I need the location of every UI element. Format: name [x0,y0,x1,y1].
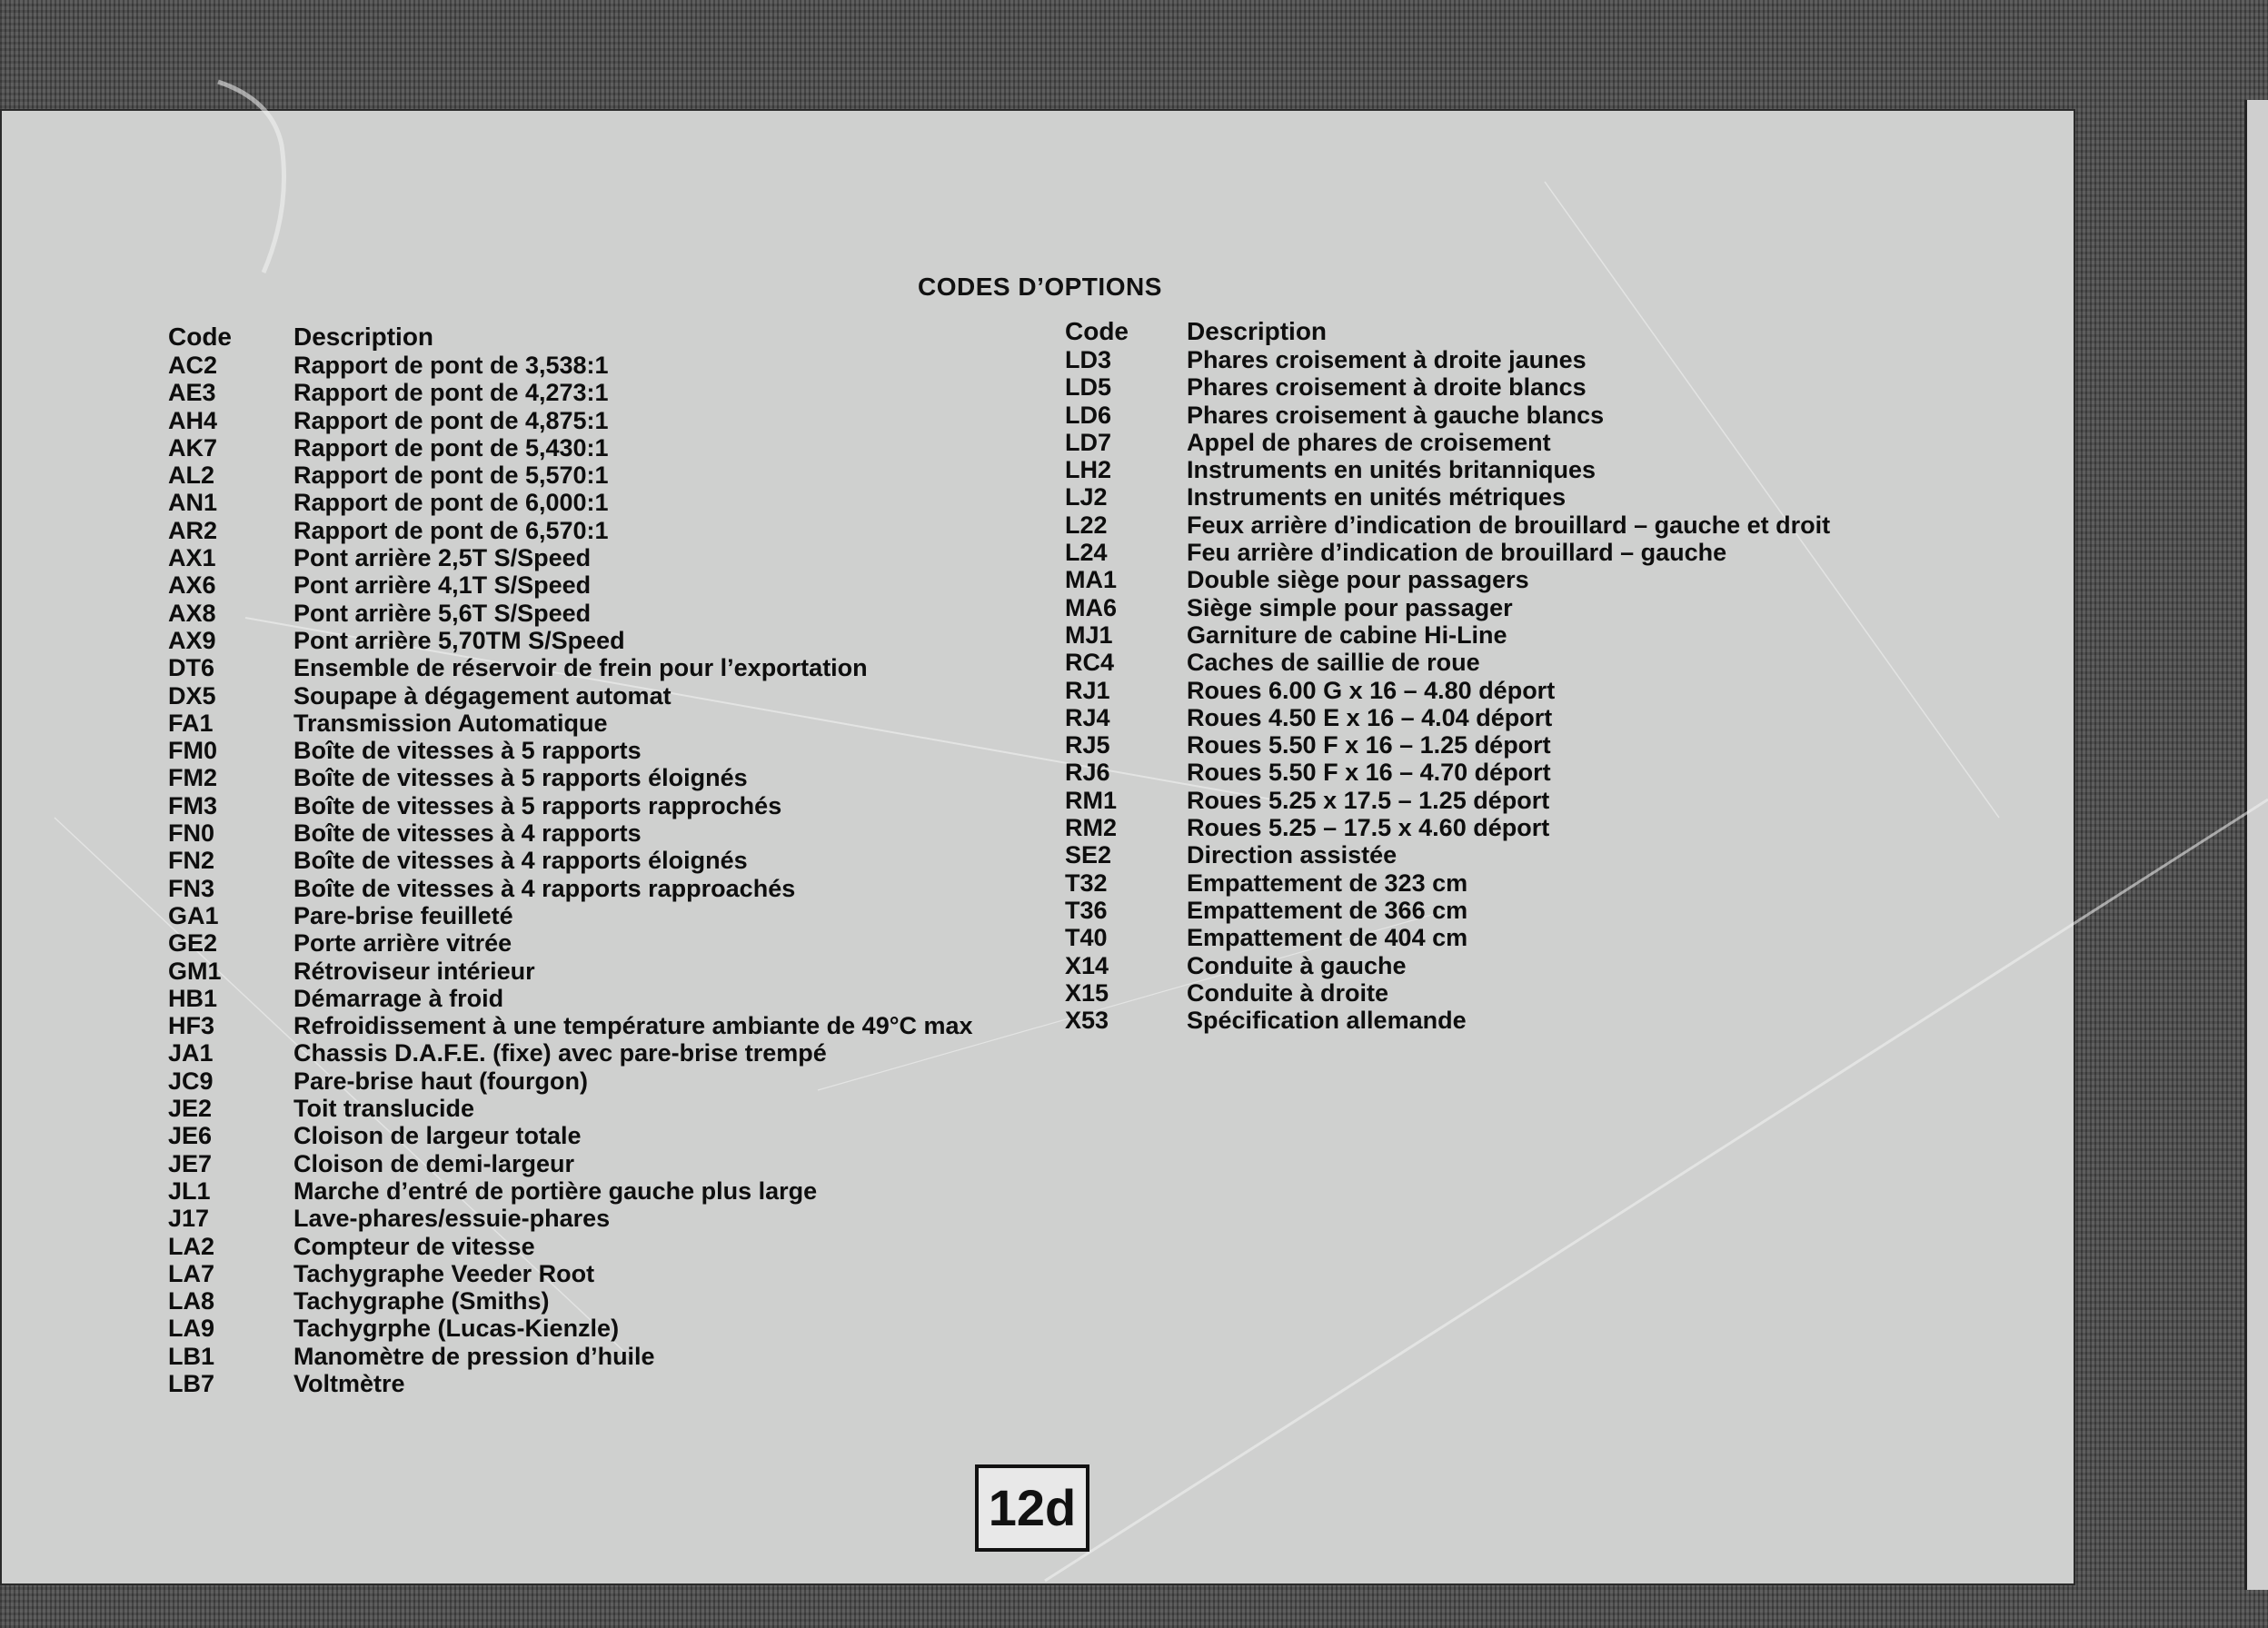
option-description: Roues 5.25 x 17.5 – 1.25 déport [1187,786,1550,814]
option-description: Appel de phares de croisement [1187,428,1551,456]
option-row [168,1122,973,1149]
option-code: LA2 [168,1232,215,1260]
option-code: LD6 [1065,401,1112,429]
option-code: AR2 [168,516,218,544]
option-code: FN2 [168,847,215,875]
option-code: RJ6 [1065,759,1110,787]
option-description: Feu arrière d’indication de brouillard – gauche [1187,539,1727,567]
option-code: FM2 [168,764,217,792]
option-row [1065,346,1830,373]
option-row [168,764,973,791]
option-description: Feux arrière d’indication de brouillard – gauche et droit [1187,511,1831,539]
option-row [1065,841,1830,869]
option-row [1065,677,1830,704]
option-code: AC2 [168,352,218,379]
option-row [168,929,973,957]
option-row [168,462,973,489]
option-description: Pare-brise feuilleté [293,901,513,929]
option-description: Voltmètre [293,1369,405,1397]
option-description: Tachygrphe (Lucas-Kienzle) [293,1315,620,1343]
option-code: AN1 [168,489,218,517]
option-row [168,1150,973,1177]
option-code: HF3 [168,1012,215,1040]
option-description: Cloison de demi-largeur [293,1149,575,1177]
option-row [1065,511,1830,539]
option-description: Boîte de vitesses à 5 rapports rapprochés [293,791,782,819]
option-code: LB7 [168,1369,215,1397]
option-row [168,1205,973,1232]
option-row [168,600,973,627]
option-row [168,1233,973,1260]
option-row [168,627,973,654]
option-description: Pont arrière 4,1T S/Speed [293,571,592,600]
code-header: Code [168,323,232,351]
option-row [168,737,973,764]
option-code: AX1 [168,544,216,572]
codes-column-right [1065,317,1830,1034]
option-description: Pont arrière 2,5T S/Speed [293,544,592,572]
option-code: AL2 [168,462,215,490]
option-description: Instruments en unités métriques [1187,483,1567,511]
option-row [1065,402,1830,429]
option-row [1065,814,1830,841]
option-description: Pont arrière 5,6T S/Speed [293,599,592,627]
option-description: Chassis D.A.F.E. (fixe) avec pare-brise trempé [293,1039,827,1067]
option-row [1065,483,1830,511]
option-description: Boîte de vitesses à 4 rapports éloignés [293,847,748,875]
option-description: Phares croisement à gauche blancs [1187,401,1605,429]
option-code: X14 [1065,951,1109,979]
option-description: Rapport de pont de 5,430:1 [293,433,609,462]
option-description: Rapport de pont de 3,538:1 [293,352,609,379]
option-description: Roues 4.50 E x 16 – 4.04 déport [1187,703,1553,731]
option-code: JC9 [168,1067,214,1095]
option-description: Caches de saillie de roue [1187,649,1480,677]
option-row [168,847,973,874]
option-row [1065,566,1830,593]
option-description: Compteur de vitesse [293,1232,535,1260]
option-description: Roues 5.25 – 17.5 x 4.60 déport [1187,814,1550,842]
option-code: FM3 [168,791,217,819]
option-row [1065,539,1830,566]
option-code: GA1 [168,901,219,929]
option-row [168,985,973,1012]
option-code: LD5 [1065,373,1112,402]
option-row [168,682,973,710]
option-code: LD7 [1065,428,1112,456]
option-description: Toit translucide [293,1095,475,1123]
option-description: Rapport de pont de 4,875:1 [293,406,609,434]
option-code: AK7 [168,433,218,462]
option-description: Rapport de pont de 6,000:1 [293,489,609,517]
option-code: RJ5 [1065,731,1110,759]
option-row [1065,429,1830,456]
option-code: AX6 [168,571,216,600]
option-code: LH2 [1065,456,1112,484]
option-row [1065,621,1830,649]
option-description: Ensemble de réservoir de frein pour l’exportation [293,654,868,682]
option-description: Rapport de pont de 5,570:1 [293,462,609,490]
option-code: HB1 [168,984,218,1012]
option-code: LD3 [1065,346,1112,373]
option-description: Soupape à dégagement automat [293,681,671,710]
code-header: Code [1065,317,1129,345]
option-row [168,517,973,544]
option-description: Siège simple pour passager [1187,593,1513,621]
option-description: Pare-brise haut (fourgon) [293,1067,589,1095]
option-description: Roues 6.00 G x 16 – 4.80 déport [1187,676,1556,704]
option-description: Phares croisement à droite jaunes [1187,346,1587,373]
option-row [168,1095,973,1122]
option-code: JA1 [168,1039,214,1067]
option-code: RJ4 [1065,703,1110,731]
option-row [168,792,973,819]
page-number-badge: 12d [975,1464,1089,1552]
option-row [1065,979,1830,1007]
option-code: JE7 [168,1149,213,1177]
option-description: Lave-phares/essuie-phares [293,1205,611,1233]
description-header: Description [293,323,434,351]
option-description: Empattement de 404 cm [1187,924,1468,952]
option-row [1065,924,1830,951]
option-code: LA8 [168,1287,215,1315]
option-code: DX5 [168,681,216,710]
option-description: Démarrage à froid [293,984,504,1012]
option-row [1065,649,1830,676]
option-description: Refroidissement à une température ambiante de 49°C max [293,1012,973,1040]
option-description: Boîte de vitesses à 5 rapports [293,737,642,765]
option-row [168,1260,973,1287]
option-code: T32 [1065,869,1108,897]
option-row [1065,1007,1830,1034]
option-code: SE2 [1065,841,1112,869]
option-row [168,902,973,929]
option-row [1065,594,1830,621]
option-code: T40 [1065,924,1108,952]
option-row [168,1039,973,1067]
option-row [168,352,973,379]
option-code: LA7 [168,1259,215,1287]
option-description: Boîte de vitesses à 4 rapports [293,819,642,848]
column-header [168,323,973,352]
option-code: FM0 [168,737,217,765]
option-description: Direction assistée [1187,841,1398,869]
option-row [1065,759,1830,786]
option-code: JE6 [168,1122,213,1150]
option-row [168,379,973,406]
option-description: Cloison de largeur totale [293,1122,582,1150]
option-row [1065,731,1830,759]
option-code: JL1 [168,1176,211,1205]
option-row [168,1343,973,1370]
option-code: LA9 [168,1315,215,1343]
option-row [168,1315,973,1342]
option-description: Pont arrière 5,70TM S/Speed [293,626,625,654]
option-code: LJ2 [1065,483,1108,511]
option-code: DT6 [168,654,215,682]
option-code: L22 [1065,511,1108,539]
option-description: Roues 5.50 F x 16 – 1.25 déport [1187,731,1551,759]
description-header: Description [1187,317,1328,345]
option-code: AX8 [168,599,216,627]
option-description: Garniture de cabine Hi-Line [1187,620,1507,649]
option-row [168,407,973,434]
option-description: Porte arrière vitrée [293,929,512,958]
option-code: RC4 [1065,649,1115,677]
option-row [1065,787,1830,814]
option-row [168,1370,973,1397]
option-description: Empattement de 323 cm [1187,869,1468,897]
option-description: Roues 5.50 F x 16 – 4.70 déport [1187,759,1551,787]
option-row [1065,456,1830,483]
option-description: Empattement de 366 cm [1187,896,1468,924]
option-description: Tachygraphe (Smiths) [293,1287,550,1315]
option-code: MA1 [1065,566,1118,594]
option-row [168,489,973,516]
option-description: Instruments en unités britanniques [1187,456,1597,484]
option-code: GM1 [168,957,222,985]
option-code: AE3 [168,379,216,407]
codes-column-left [168,323,973,1397]
option-row [168,654,973,681]
column-header [1065,317,1830,346]
option-description: Double siège pour passagers [1187,566,1529,594]
option-row [168,1067,973,1095]
option-code: JE2 [168,1095,213,1123]
option-code: GE2 [168,929,218,958]
option-code: LB1 [168,1342,215,1370]
option-row [1065,897,1830,924]
option-row [1065,373,1830,401]
option-code: AH4 [168,406,218,434]
option-row [168,1177,973,1205]
option-description: Conduite à gauche [1187,951,1407,979]
option-description: Manomètre de pression d’huile [293,1342,655,1370]
option-description: Spécification allemande [1187,1007,1467,1035]
option-row [1065,869,1830,897]
option-row [1065,704,1830,731]
option-code: RM1 [1065,786,1118,814]
option-code: MA6 [1065,593,1118,621]
option-row [168,434,973,462]
option-code: J17 [168,1205,210,1233]
option-description: Marche d’entré de portière gauche plus large [293,1176,818,1205]
option-description: Rapport de pont de 4,273:1 [293,379,609,407]
option-row [168,710,973,737]
option-code: T36 [1065,896,1108,924]
option-row [168,819,973,847]
option-code: X15 [1065,978,1109,1007]
option-description: Conduite à droite [1187,978,1388,1007]
option-row [168,1012,973,1039]
option-code: L24 [1065,539,1108,567]
option-code: AX9 [168,626,216,654]
option-code: RJ1 [1065,676,1110,704]
option-description: Transmission Automatique [293,709,608,737]
option-code: FN3 [168,874,215,902]
option-description: Rapport de pont de 6,570:1 [293,516,609,544]
option-row [168,571,973,599]
option-code: MJ1 [1065,620,1113,649]
option-row [168,544,973,571]
option-code: RM2 [1065,814,1118,842]
option-code: FN0 [168,819,215,848]
page-title: CODES D’OPTIONS [918,273,1162,301]
option-description: Boîte de vitesses à 5 rapports éloignés [293,764,748,792]
option-code: FA1 [168,709,214,737]
option-description: Tachygraphe Veeder Root [293,1259,595,1287]
option-row [168,875,973,902]
option-description: Boîte de vitesses à 4 rapports rapproachés [293,874,796,902]
option-description: Phares croisement à droite blancs [1187,373,1587,402]
option-row [168,1287,973,1315]
option-code: X53 [1065,1007,1109,1035]
option-row [168,958,973,985]
option-row [1065,952,1830,979]
option-description: Rétroviseur intérieur [293,957,535,985]
